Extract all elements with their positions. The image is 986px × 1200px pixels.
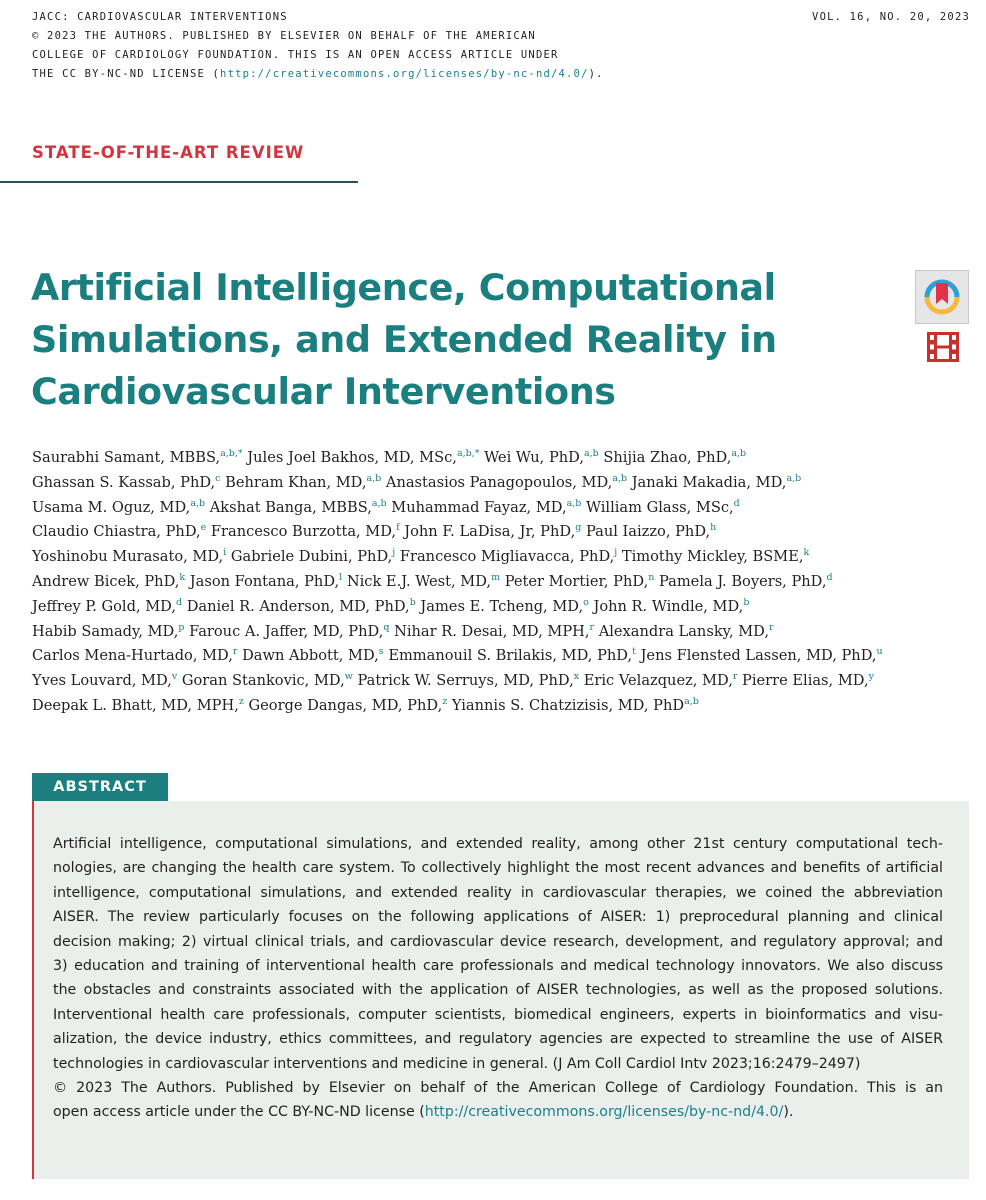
abstract-line: Artificial intelligence, computational simulations, and extended reality, among other 21st century computational tech- xyxy=(53,836,943,852)
author-line xyxy=(32,694,977,719)
affiliation-marker[interactable]: o xyxy=(583,596,589,608)
abstract-line: intelligence, computational simulations, and extended reality in cardiovascular therapies, we coined the abbreviation xyxy=(53,884,943,901)
affiliation-marker[interactable]: a,b xyxy=(366,472,382,484)
author-name: Carlos Mena-Hurtado, MD, xyxy=(32,647,233,665)
author-name: John F. LaDisa, Jr, PhD, xyxy=(404,523,576,541)
affiliation-marker[interactable]: q xyxy=(383,621,390,633)
author-name: George Dangas, MD, PhD, xyxy=(248,696,443,714)
author-name: Yves Louvard, MD, xyxy=(32,672,172,690)
affiliation-marker[interactable]: a,b,* xyxy=(456,448,480,459)
section-divider xyxy=(0,181,358,183)
title-line: Cardiovascular Interventions xyxy=(31,370,616,413)
affiliation-marker[interactable]: s xyxy=(378,646,384,658)
affiliation-marker[interactable]: a,b xyxy=(612,472,628,484)
author-line xyxy=(32,520,977,545)
affiliation-marker[interactable]: d xyxy=(826,571,833,583)
affiliation-marker[interactable]: d xyxy=(175,596,183,608)
abstract-license-text: open access article under the CC BY-NC-ND license ( xyxy=(53,1104,425,1121)
author-name: Jason Fontana, PhD, xyxy=(189,572,340,590)
author-name: Jules Joel Bakhos, MD, MSc, xyxy=(247,449,457,466)
affiliation-marker[interactable]: j xyxy=(392,547,396,559)
abstract-text xyxy=(53,832,943,1125)
license-link[interactable]: http://creativecommons.org/licenses/by-nc-nd/4.0/ xyxy=(220,68,589,80)
author-name: Jens Flensted Lassen, MD, PhD, xyxy=(640,647,877,665)
author-name: Nick E.J. West, MD, xyxy=(346,572,492,590)
affiliation-marker[interactable]: a,b xyxy=(190,497,206,509)
author-line xyxy=(32,570,977,595)
author-name: Peter Mortier, PhD, xyxy=(504,572,649,590)
affiliation-marker[interactable]: k xyxy=(179,571,186,583)
author-name: Paul Iaizzo, PhD, xyxy=(585,523,711,541)
abstract-line: nologies, are changing the health care system. To collectively highlight the most recent advances and benefits of artificial xyxy=(53,860,943,877)
affiliation-marker[interactable]: a,b xyxy=(566,497,582,509)
abstract-line: © 2023 The Authors. Published by Elsevier on behalf of the American College of Cardiology Foundation. This is an xyxy=(53,1080,943,1097)
affiliation-marker[interactable]: j xyxy=(614,547,618,559)
author-name: William Glass, MSc, xyxy=(586,498,734,516)
affiliation-marker[interactable]: b xyxy=(743,596,750,608)
author-name: Claudio Chiastra, PhD, xyxy=(32,523,201,541)
author-line xyxy=(32,669,977,694)
affiliation-marker[interactable]: g xyxy=(575,522,582,534)
affiliation-marker[interactable]: a,b xyxy=(584,448,599,459)
author-name: Eric Velazquez, MD, xyxy=(583,672,733,690)
masthead xyxy=(32,8,672,84)
author-name: Farouc A. Jaffer, MD, PhD, xyxy=(189,622,384,640)
author-name: Timothy Mickley, BSME, xyxy=(621,548,804,566)
affiliation-marker[interactable]: b xyxy=(409,596,416,608)
volume-issue: VOL. 16, NO. 20, 2023 xyxy=(812,11,970,23)
affiliation-marker[interactable]: f xyxy=(396,522,400,534)
affiliation-marker[interactable]: a,b xyxy=(786,472,802,484)
affiliation-marker[interactable]: x xyxy=(573,671,580,683)
affiliation-marker[interactable]: a,b xyxy=(684,695,699,707)
affiliation-marker[interactable]: w xyxy=(344,671,353,683)
affiliation-marker[interactable]: a,b xyxy=(731,448,747,459)
abstract-line xyxy=(53,1100,943,1124)
affiliation-marker[interactable]: n xyxy=(648,571,655,583)
author-line xyxy=(32,545,977,570)
central-illustration-film-icon[interactable] xyxy=(927,332,959,362)
affiliation-marker[interactable]: t xyxy=(632,646,636,658)
affiliation-marker[interactable]: z xyxy=(442,695,448,707)
author-name: Francesco Migliavacca, PhD, xyxy=(399,548,615,566)
affiliation-marker[interactable]: i xyxy=(223,547,227,559)
affiliation-marker[interactable]: p xyxy=(178,621,185,633)
author-line xyxy=(32,446,977,471)
affiliation-marker[interactable]: e xyxy=(200,522,207,534)
author-name: Janaki Makadia, MD, xyxy=(631,473,787,491)
abstract-license-suffix: ). xyxy=(783,1104,794,1121)
author-name: Deepak L. Bhatt, MD, MPH, xyxy=(32,696,239,714)
abstract-line: technologies in cardiovascular interventions and medicine in general. (J Am Coll Cardiol Intv 2023;16:2479–2497) xyxy=(53,1055,861,1072)
affiliation-marker[interactable]: a,b xyxy=(371,497,387,509)
affiliation-marker[interactable]: l xyxy=(339,571,343,583)
author-line xyxy=(32,620,977,645)
author-name: Habib Samady, MD, xyxy=(32,622,179,640)
affiliation-marker[interactable]: k xyxy=(803,547,810,559)
license-prefix: THE CC BY-NC-ND LICENSE ( xyxy=(32,68,221,80)
author-line xyxy=(32,595,977,620)
author-name: Ghassan S. Kassab, PhD, xyxy=(32,473,216,491)
section-label: STATE-OF-THE-ART REVIEW xyxy=(32,143,305,162)
author-name: Alexandra Lansky, MD, xyxy=(598,622,770,640)
license-line-2: COLLEGE OF CARDIOLOGY FOUNDATION. THIS IS AN OPEN ACCESS ARTICLE UNDER xyxy=(32,49,559,61)
author-name: John R. Windle, MD, xyxy=(593,597,744,615)
license-suffix: ). xyxy=(588,68,604,80)
affiliation-marker[interactable]: c xyxy=(215,472,221,484)
affiliation-marker[interactable]: r xyxy=(232,646,238,658)
author-name: Nihar R. Desai, MD, MPH, xyxy=(394,622,590,640)
affiliation-marker[interactable]: m xyxy=(491,571,501,583)
author-name: Akshat Banga, MBBS, xyxy=(209,498,372,516)
author-name: Andrew Bicek, PhD, xyxy=(32,572,180,590)
author-name: Usama M. Oguz, MD, xyxy=(32,498,191,516)
abstract-license-link[interactable]: http://creativecommons.org/licenses/by-nc-nd/4.0/ xyxy=(424,1104,784,1121)
author-line xyxy=(32,496,977,521)
author-name: Gabriele Dubini, PhD, xyxy=(230,548,393,566)
author-line xyxy=(32,644,977,669)
author-name: Muhammad Fayaz, MD, xyxy=(391,498,567,516)
affiliation-marker[interactable]: y xyxy=(868,671,874,683)
affiliation-marker[interactable]: z xyxy=(238,695,244,707)
author-name: Jeffrey P. Gold, MD, xyxy=(32,597,176,615)
license-line-3 xyxy=(32,65,672,84)
affiliation-marker[interactable]: h xyxy=(710,522,717,534)
author-line xyxy=(32,471,977,496)
author-name: Saurabhi Samant, MBBS, xyxy=(32,449,221,466)
crossmark-update-icon[interactable] xyxy=(915,270,969,324)
author-list xyxy=(32,446,977,719)
author-name: Wei Wu, PhD, xyxy=(484,449,584,466)
abstract-line: Interventional health care professionals, computer scientists, biomedical engineers, experts in bioinformatics and visu- xyxy=(53,1006,943,1023)
affiliation-marker[interactable]: r xyxy=(732,671,738,683)
article-title xyxy=(31,262,891,418)
author-name: Behram Khan, MD, xyxy=(225,473,367,491)
abstract-line: AISER. The review particularly focuses on the following applications of AISER: 1) preprocedural planning and clinical xyxy=(53,909,943,926)
affiliation-marker[interactable]: r xyxy=(769,621,774,633)
author-name: Goran Stankovic, MD, xyxy=(181,672,345,690)
author-name: Dawn Abbott, MD, xyxy=(242,647,379,665)
author-name: Francesco Burzotta, MD, xyxy=(210,523,397,541)
abstract-line: decision making; 2) virtual clinical trials, and cardiovascular device research, development, and regulatory approval; and xyxy=(53,933,943,950)
abstract-heading: ABSTRACT xyxy=(32,773,168,801)
title-line: Artificial Intelligence, Computational xyxy=(31,266,776,309)
author-name: Shijia Zhao, PhD, xyxy=(603,449,732,466)
author-name: James E. Tcheng, MD, xyxy=(420,597,584,615)
affiliation-marker[interactable]: a,b,* xyxy=(220,448,243,459)
license-line-1: © 2023 THE AUTHORS. PUBLISHED BY ELSEVIER ON BEHALF OF THE AMERICAN xyxy=(32,30,536,42)
author-name: Yiannis S. Chatzizisis, MD, PhD xyxy=(451,696,685,714)
author-name: Patrick W. Serruys, MD, PhD, xyxy=(357,672,574,690)
affiliation-marker[interactable]: r xyxy=(589,621,595,633)
abstract-line: 3) education and training of interventional health care professionals and medical technology innovators. We also discuss xyxy=(53,958,943,975)
author-name: Daniel R. Anderson, MD, PhD, xyxy=(186,597,410,615)
author-name: Anastasios Panagopoulos, MD, xyxy=(385,473,613,491)
affiliation-marker[interactable]: u xyxy=(876,646,883,658)
journal-name: JACC: CARDIOVASCULAR INTERVENTIONS xyxy=(32,11,288,23)
affiliation-marker[interactable]: v xyxy=(171,671,178,683)
author-name: Yoshinobu Murasato, MD, xyxy=(32,548,224,566)
author-name: Pierre Elias, MD, xyxy=(742,672,869,690)
author-name: Pamela J. Boyers, PhD, xyxy=(658,572,827,590)
author-name: Emmanouil S. Brilakis, MD, PhD, xyxy=(388,647,633,665)
abstract-line: the obstacles and constraints associated with the application of AISER technologies, as well as the proposed solutions. xyxy=(53,982,943,999)
abstract-line: alization, the device industry, ethics committees, and regulatory agencies are expected to streamline the use of AISER xyxy=(53,1031,943,1048)
affiliation-marker[interactable]: d xyxy=(733,497,740,509)
title-line: Simulations, and Extended Reality in xyxy=(31,318,777,361)
